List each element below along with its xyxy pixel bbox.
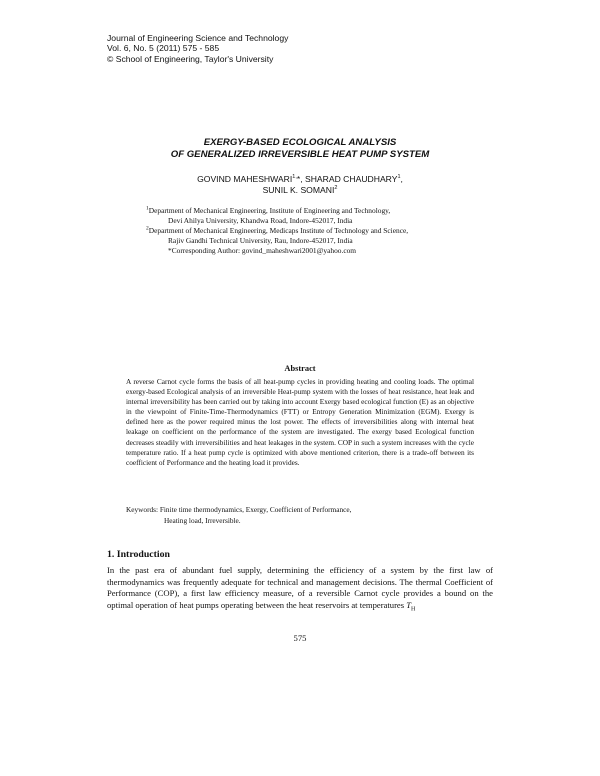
paper-title — [100, 137, 500, 161]
keywords-line2: Heating load, Irreversible. — [164, 515, 241, 525]
journal-copyright: © School of Engineering, Taylor's University — [107, 53, 274, 64]
journal-name: Journal of Engineering Science and Technology — [107, 33, 289, 43]
affiliation-mark: 2 — [146, 225, 149, 232]
temperature-subscript: H — [411, 606, 416, 613]
page-number: 575 — [293, 633, 307, 643]
affiliation-1: $^1$Department of Mechanical Engineering, Institute of Engineering and Technology, — [146, 205, 391, 215]
author-separator: , — [400, 174, 403, 184]
journal-header — [107, 33, 288, 64]
abstract-heading: Abstract — [284, 364, 316, 373]
section-heading: 1. Introduction — [107, 549, 170, 560]
corresponding-author: *Corresponding Author: govind_maheshwari2001@yahoo.com — [168, 246, 357, 255]
author-line2 — [100, 185, 500, 196]
section-body — [107, 565, 493, 617]
author-list — [100, 174, 500, 196]
affiliation-1-address: Devi Ahilya University, Khandwa Road, Indore-452017, India — [168, 216, 353, 225]
paper-title-line2: OF GENERALIZED IRREVERSIBLE HEAT PUMP SYSTEM — [170, 149, 430, 160]
keywords — [126, 505, 474, 526]
paper-title-line1: EXERGY-BASED ECOLOGICAL ANALYSIS — [203, 137, 397, 148]
corresponding-mark: *, — [296, 174, 305, 184]
author-name: SHARAD CHAUDHARY — [304, 174, 398, 184]
abstract-text: A reverse Carnot cycle forms the basis of all heat-pump cycles in providing heating and cooling loads. The optimal exergy-based Ecological analysis of an irreversible Heat-pump system with the losses of heat resistance, heat leak and internal irreversibility has been carried out by taking into account Exergy based ecological function (E) as an objective in the viewpoint of Finite-Time-Thermodynamics (FTT) or Entropy Generation Minimization (EGM). Exergy is defined here as the power required minus the lost power. The effects of irreversibilities along with internal heat leakage on coefficient on the performance of the system are investigated. The exergy based Ecological function decreases steadily with irreversibilities and heat leakages in the system. COP in such a system increases with the cycle temperature ratio. If a heat pump cycle is optimized with above mentioned criterion, there is a trade-off between its coefficient of Performance and the heating load it provides. — [126, 377, 474, 467]
affiliation-2-address: Rajiv Gandhi Technical University, Rau, Indore-452017, India — [168, 236, 353, 245]
keywords-line1: Keywords: Finite time thermodynamics, Exergy, Coefficient of Performance, — [126, 505, 352, 514]
journal-volume: Vol. 6, No. 5 (2011) 575 - 585 — [107, 43, 220, 54]
affiliation-2: $^2$Department of Mechanical Engineering, Medicaps Institute of Technology and Science, — [146, 225, 409, 235]
affiliation-mark: 1 — [146, 205, 149, 212]
author-line1 — [100, 174, 500, 185]
author-affiliation-mark: 2 — [334, 185, 338, 192]
author-affiliation-mark: 1, — [292, 174, 297, 181]
temperature-symbol: T — [406, 600, 412, 611]
author-name: SUNIL K. SOMANI — [262, 185, 335, 195]
section-body-text: In the past era of abundant fuel supply, determining the efficiency of a system by the first law of thermodynamics was frequently adequate for technical and management decisions. The thermal Coefficient of Performance (COP), a first law efficiency measure, of a reversible Carnot cycle provides a bound on the optimal operation of heat pumps operating between the heat reservoirs at temperatures — [107, 565, 493, 611]
affiliations — [146, 206, 456, 256]
author-name: GOVIND MAHESHWARI — [197, 174, 293, 184]
author-affiliation-mark: 1 — [397, 174, 401, 181]
